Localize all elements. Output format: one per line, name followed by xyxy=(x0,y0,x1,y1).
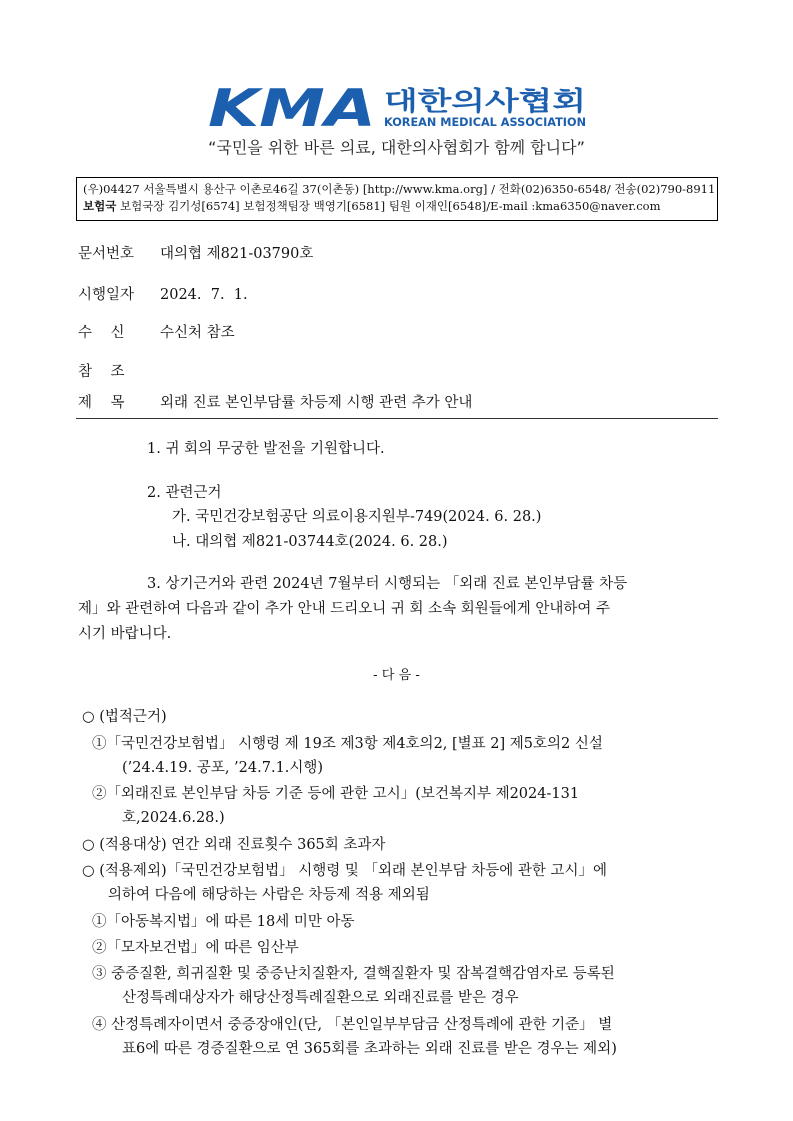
contact-staff-line xyxy=(83,198,711,215)
list-item: 의하여 다음에 해당하는 사람은 차등제 적용 제외됨 xyxy=(108,887,430,903)
list-item: ①「아동복지법」에 따른 18세 미만 아동 xyxy=(92,914,355,930)
list-item: ①「국민건강보험법」 시행령 제 19조 제3항 제4호의2, [별표 2] 제5호의2 신설 xyxy=(92,736,603,752)
contact-address-line: (우)04427 서울특별시 용산구 이촌로46길 37(이촌동) [http://www.kma.org] / 전화(02)6350-6548/ 전송(02)790-8911 xyxy=(83,182,716,196)
logo-english: KOREAN MEDICAL ASSOCIATION xyxy=(384,115,586,129)
slogan: “국민을 위한 바른 의료, 대한의사협회가 함께 합니다” xyxy=(208,138,585,157)
list-item: ○ (적용대상) 연간 외래 진료횟수 365회 초과자 xyxy=(82,837,386,853)
logo-korean: 대한의사협회 xyxy=(384,87,535,117)
paragraph-1: 1. 귀 회의 무궁한 발전을 기원합니다. xyxy=(147,441,385,457)
following-heading: - 다 음 - xyxy=(373,668,420,683)
list-item: ○ (법적근거) xyxy=(82,709,167,725)
paragraph-2: 2. 관련근거 xyxy=(147,485,222,501)
paragraph-2-a: 가. 국민건강보험공단 의료이용지원부-749(2024. 6. 28.) xyxy=(172,509,542,525)
logo-letters: KMA xyxy=(208,82,376,130)
subject: 외래 진료 본인부담률 차등제 시행 관련 추가 안내 xyxy=(160,395,473,411)
list-item: ②「외래진료 본인부담 차등 기준 등에 관한 고시」(보건복지부 제2024-131 xyxy=(92,786,580,802)
paragraph-2-b: 나. 대의협 제821-03744호(2024. 6. 28.) xyxy=(172,534,448,550)
contact-department: 보험국 xyxy=(83,199,117,213)
subject-label: 제 목 xyxy=(78,395,125,411)
paragraph-3-line-1: 3. 상기근거와 관련 2024년 7월부터 시행되는 「외래 진료 본인부담률 차등 xyxy=(147,576,628,592)
date: 2024. 7. 1. xyxy=(160,287,248,303)
subject-row xyxy=(78,391,472,412)
list-item: ④ 산정특례자이면서 중증장애인(단, 「본인일부부담금 산정특례에 관한 기준」 별 xyxy=(92,1017,613,1033)
list-item: ③ 중증질환, 희귀질환 및 중증난치질환자, 결핵질환자 및 잠복결핵감염자로 등록된 xyxy=(92,966,615,982)
contact-box xyxy=(76,177,718,221)
paragraph-3-line-3: 시기 바랍니다. xyxy=(78,626,172,642)
list-item: 산정특례대상자가 해당산정특례질환으로 외래진료를 받은 경우 xyxy=(122,990,519,1006)
list-item: 호,2024.6.28.) xyxy=(122,810,225,826)
date-label: 시행일자 xyxy=(78,287,135,303)
subject-divider xyxy=(76,418,718,419)
doc-number-label: 문서번호 xyxy=(78,246,135,262)
list-item: 표6에 따른 경증질환으로 연 365회를 초과하는 외래 진료를 받은 경우는 제외) xyxy=(122,1041,617,1057)
recipient-row xyxy=(78,321,235,342)
date-row xyxy=(78,283,248,304)
paragraph-3-line-2: 제」와 관련하여 다음과 같이 추가 안내 드리오니 귀 회 소속 회원들에게 안내하여 주 xyxy=(78,601,611,617)
list-item: ○ (적용제외)「국민건강보험법」 시행령 및 「외래 본인부담 차등에 관한 고시」에 xyxy=(82,863,608,879)
doc-number: 대의협 제821-03790호 xyxy=(160,246,314,262)
list-item: ②「모자보건법」에 따른 임산부 xyxy=(92,940,299,956)
doc-number-row xyxy=(78,242,313,263)
kma-logo xyxy=(208,82,588,130)
recipient: 수신처 참조 xyxy=(160,325,235,341)
reference-row xyxy=(78,360,160,381)
reference-label: 참 조 xyxy=(78,364,125,380)
recipient-label: 수 신 xyxy=(78,325,125,341)
list-item: (’24.4.19. 공포, ’24.7.1.시행) xyxy=(122,760,324,776)
contact-staff: 보험국장 김기성[6574] 보험정책팀장 백영기[6581] 팀원 이재인[6548]/E-mail :kma6350@naver.com xyxy=(116,199,661,213)
